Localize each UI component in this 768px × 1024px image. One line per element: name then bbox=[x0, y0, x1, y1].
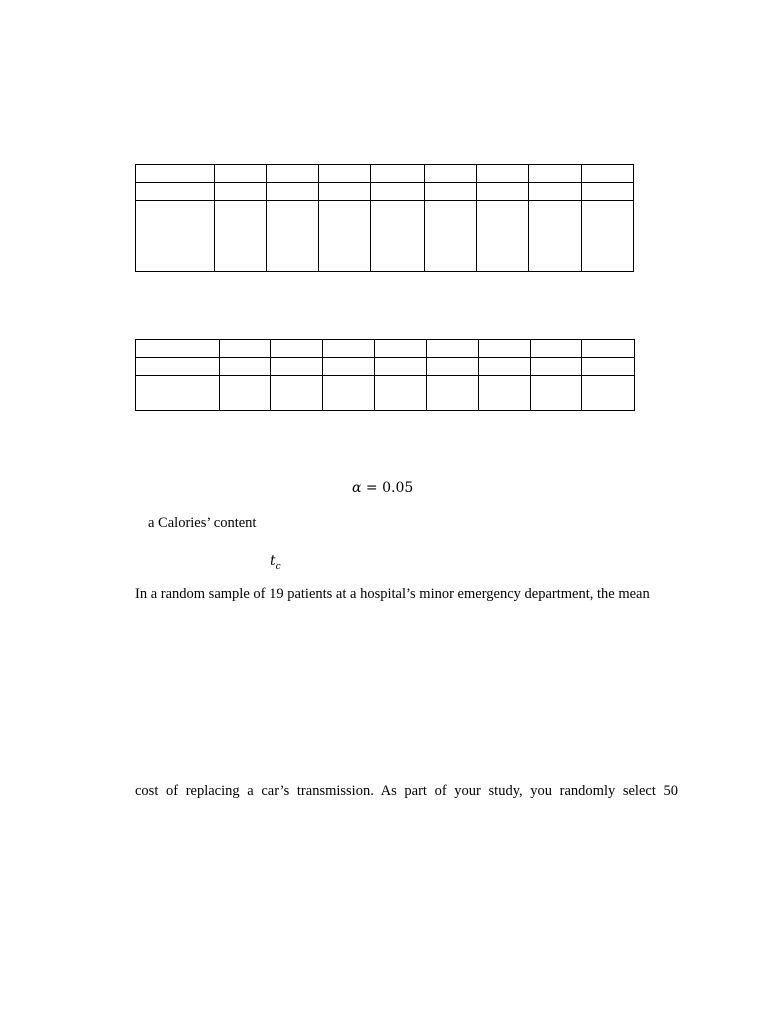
table-cell bbox=[319, 165, 371, 183]
table-cell bbox=[267, 201, 319, 272]
table-row bbox=[136, 376, 635, 411]
table-cell bbox=[582, 358, 635, 376]
table-cell bbox=[581, 201, 633, 272]
table-cell bbox=[531, 340, 582, 358]
table-cell bbox=[528, 201, 581, 272]
table-cell bbox=[582, 340, 635, 358]
table-cell bbox=[476, 201, 528, 272]
table-cell bbox=[220, 340, 271, 358]
table-cell bbox=[476, 183, 528, 201]
table-cell bbox=[371, 183, 424, 201]
table-cell bbox=[136, 376, 220, 411]
table-cell bbox=[424, 201, 476, 272]
table-cell bbox=[427, 376, 479, 411]
table-cell bbox=[582, 376, 635, 411]
table-cell bbox=[271, 376, 323, 411]
table-cell bbox=[424, 183, 476, 201]
calories-content-label: a Calories’ content bbox=[148, 515, 257, 531]
table-cell bbox=[319, 183, 371, 201]
table-cell bbox=[136, 201, 215, 272]
data-table-1 bbox=[135, 164, 634, 272]
table-cell bbox=[323, 340, 375, 358]
table-row bbox=[136, 340, 635, 358]
table-cell bbox=[479, 358, 531, 376]
table-cell bbox=[267, 165, 319, 183]
critical-value-expression bbox=[270, 553, 281, 572]
tc-base: t bbox=[270, 553, 276, 569]
data-table-2 bbox=[135, 339, 635, 411]
table-row bbox=[136, 183, 634, 201]
table-cell bbox=[215, 165, 267, 183]
table-cell bbox=[424, 165, 476, 183]
table-cell bbox=[427, 358, 479, 376]
table-cell bbox=[528, 165, 581, 183]
table-cell bbox=[220, 358, 271, 376]
table-cell bbox=[479, 376, 531, 411]
table-cell bbox=[531, 358, 582, 376]
table-cell bbox=[371, 165, 424, 183]
table-cell bbox=[427, 340, 479, 358]
table-cell bbox=[375, 358, 427, 376]
tc-subscript: c bbox=[275, 561, 281, 572]
table-cell bbox=[476, 165, 528, 183]
table-cell bbox=[371, 201, 424, 272]
table-cell bbox=[136, 183, 215, 201]
table-cell bbox=[271, 340, 323, 358]
table-row bbox=[136, 201, 634, 272]
table-cell bbox=[479, 340, 531, 358]
alpha-value: = 0.05 bbox=[361, 480, 414, 496]
table-cell bbox=[267, 183, 319, 201]
table-cell bbox=[323, 376, 375, 411]
significance-level-expression bbox=[352, 480, 413, 496]
table-cell bbox=[271, 358, 323, 376]
table-cell bbox=[136, 340, 220, 358]
table-cell bbox=[581, 165, 633, 183]
table-cell bbox=[220, 376, 271, 411]
table-cell bbox=[136, 358, 220, 376]
table-cell bbox=[215, 183, 267, 201]
alpha-symbol: α bbox=[352, 480, 362, 496]
table-cell bbox=[528, 183, 581, 201]
table-cell bbox=[319, 201, 371, 272]
problem-paragraph-2: cost of replacing a car’s transmission. As part of your study, you randomly select 50 bbox=[135, 783, 678, 799]
table-cell bbox=[215, 201, 267, 272]
table-cell bbox=[375, 340, 427, 358]
table-row bbox=[136, 165, 634, 183]
table-cell bbox=[375, 376, 427, 411]
table-cell bbox=[531, 376, 582, 411]
table-cell bbox=[581, 183, 633, 201]
problem-paragraph-1: In a random sample of 19 patients at a hospital’s minor emergency department, the mean bbox=[135, 586, 650, 602]
table-cell bbox=[323, 358, 375, 376]
table-row bbox=[136, 358, 635, 376]
table-cell bbox=[136, 165, 215, 183]
